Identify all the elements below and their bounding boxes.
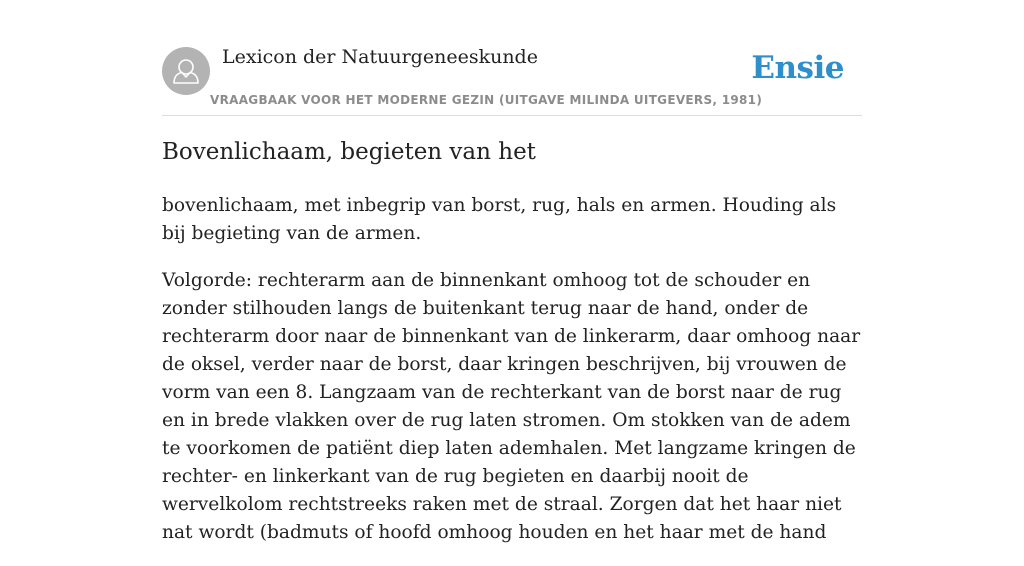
page-header [162, 0, 862, 116]
article-title: Bovenlichaam, begieten van het [162, 139, 536, 165]
lexicon-title[interactable]: Lexicon der Natuurgeneeskunde [222, 46, 538, 68]
article-paragraph: Volgorde: rechterarm aan de binnenkant omhoog tot de schouder en zonder stilhouden langs de buitenkant terug naar de hand, onder de rechterarm door naar de binnenkant van de linkerarm, daar omhoog naar de oksel, verder naar de borst, daar kringen beschrijven, bij vrouwen de vorm van een 8. Langzaam van de rechterkant van de borst naar de rug en in brede vlakken over de rug laten stromen. Om stokken van de adem te voorkomen de patiënt diep laten ademhalen. Met langzame kringen de rechter- en linkerkant van de rug begieten en daarbij nooit de wervelkolom rechtstreeks raken met de straal. Zorgen dat het haar niet nat wordt (badmuts of hoofd omhoog houden en het haar met de hand [162, 270, 861, 543]
ensie-logo[interactable]: Ensie [751, 50, 844, 86]
article-paragraph: bovenlichaam, met inbegrip van borst, rug, hals en armen. Houding als bij begieting van de armen. [162, 195, 837, 244]
source-citation: VRAAGBAAK VOOR HET MODERNE GEZIN (UITGAVE MILINDA UITGEVERS, 1981) [210, 93, 763, 107]
article-body [162, 192, 862, 566]
article-page [162, 0, 862, 543]
user-silhouette-icon[interactable] [162, 47, 210, 95]
